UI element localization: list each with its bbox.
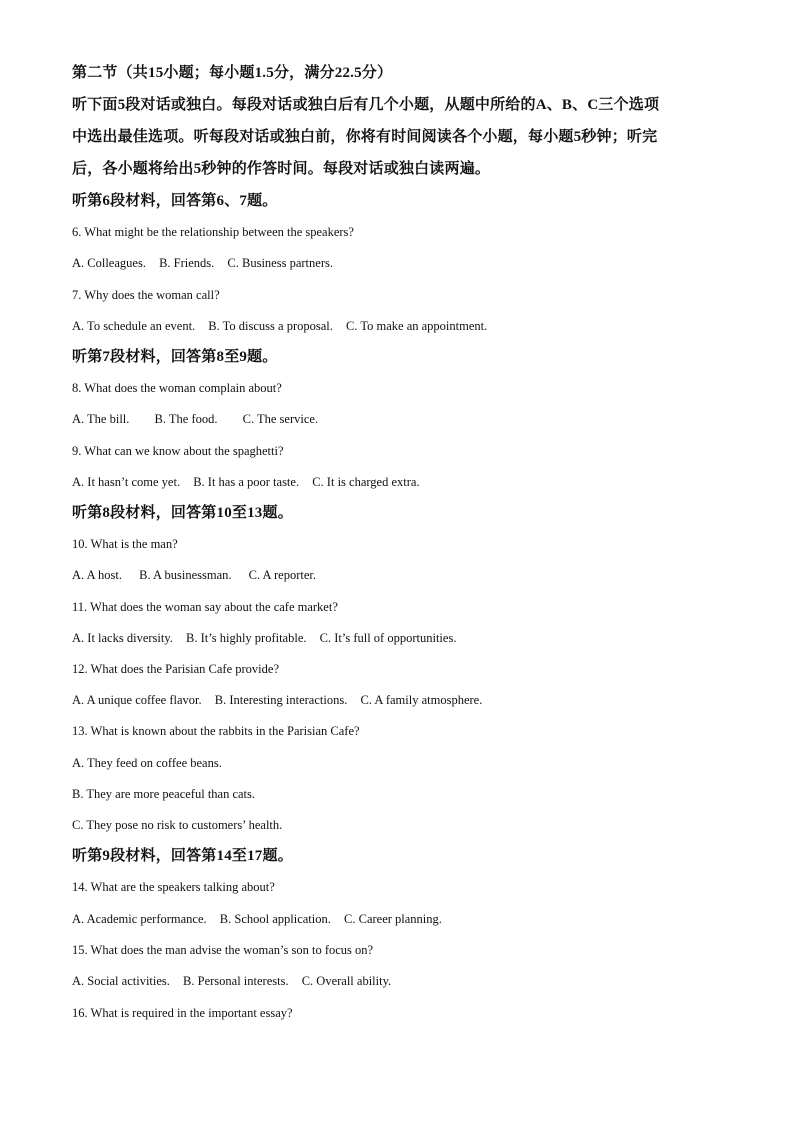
option-b: B. A businessman. xyxy=(139,568,232,582)
option-a: A. Social activities. xyxy=(72,974,170,988)
option-b: B. Friends. xyxy=(159,256,215,270)
question-8-stem: 8. What does the woman complain about? xyxy=(72,381,282,395)
question-7-stem: 7. Why does the woman call? xyxy=(72,288,220,302)
question-14-options xyxy=(72,908,442,930)
question-6-stem: 6. What might be the relationship between the speakers? xyxy=(72,225,354,239)
option-c: C. It’s full of opportunities. xyxy=(319,631,457,645)
option-a: A. Academic performance. xyxy=(72,912,207,926)
option-a: A. Colleagues. xyxy=(72,256,146,270)
question-7-options xyxy=(72,315,487,337)
option-b: B. To discuss a proposal. xyxy=(208,319,333,333)
group-heading-6: 听第6段材料，回答第6、7题。 xyxy=(72,193,278,209)
option-b: B. The food. xyxy=(154,412,218,426)
instructions-line-2: 中选出最佳选项。听每段对话或独白前，你将有时间阅读各个小题，每小题5秒钟；听完 xyxy=(72,129,658,145)
question-6-options xyxy=(72,252,333,274)
question-13-stem: 13. What is known about the rabbits in the Parisian Cafe? xyxy=(72,724,360,738)
option-b: B. It has a poor taste. xyxy=(193,475,300,489)
question-13-option-c: C. They pose no risk to customers’ health. xyxy=(72,818,283,832)
option-a: A. It hasn’t come yet. xyxy=(72,475,181,489)
group-heading-8: 听第8段材料，回答第10至13题。 xyxy=(72,505,293,521)
question-11-options xyxy=(72,627,456,649)
question-11-stem: 11. What does the woman say about the cafe market? xyxy=(72,600,338,614)
option-a: A. The bill. xyxy=(72,412,130,426)
question-13-option-a: A. They feed on coffee beans. xyxy=(72,756,222,770)
option-a: A. A unique coffee flavor. xyxy=(72,693,202,707)
question-12-options xyxy=(72,689,482,711)
option-b: B. School application. xyxy=(219,912,331,926)
option-c: C. A reporter. xyxy=(248,568,316,582)
question-8-options xyxy=(72,408,318,430)
option-a: A. To schedule an event. xyxy=(72,319,196,333)
question-14-stem: 14. What are the speakers talking about? xyxy=(72,880,275,894)
option-b: B. Interesting interactions. xyxy=(214,693,348,707)
question-16-stem: 16. What is required in the important essay? xyxy=(72,1006,293,1020)
option-b: B. Personal interests. xyxy=(183,974,289,988)
question-9-stem: 9. What can we know about the spaghetti? xyxy=(72,444,284,458)
option-a: A. A host. xyxy=(72,568,123,582)
question-9-options xyxy=(72,471,420,493)
question-12-stem: 12. What does the Parisian Cafe provide? xyxy=(72,662,280,676)
group-heading-7: 听第7段材料，回答第8至9题。 xyxy=(72,349,278,365)
question-10-stem: 10. What is the man? xyxy=(72,537,178,551)
question-15-options xyxy=(72,970,391,992)
option-c: C. Business partners. xyxy=(227,256,333,270)
question-10-options xyxy=(72,564,316,586)
option-b: B. It’s highly profitable. xyxy=(186,631,307,645)
question-13-option-b: B. They are more peaceful than cats. xyxy=(72,787,256,801)
option-a: A. It lacks diversity. xyxy=(72,631,173,645)
instructions-line-3: 后，各小题将给出5秒钟的作答时间。每段对话或独白读两遍。 xyxy=(72,161,491,177)
option-c: C. The service. xyxy=(242,412,319,426)
option-c: C. It is charged extra. xyxy=(312,475,420,489)
section-title: 第二节（共15小题；每小题1.5分，满分22.5分） xyxy=(72,65,393,81)
instructions-line-1: 听下面5段对话或独白。每段对话或独白后有几个小题，从题中所给的A、B、C三个选项 xyxy=(72,97,660,113)
question-15-stem: 15. What does the man advise the woman’s son to focus on? xyxy=(72,943,374,957)
option-c: C. Career planning. xyxy=(344,912,442,926)
option-c: C. To make an appointment. xyxy=(346,319,488,333)
option-c: C. Overall ability. xyxy=(301,974,392,988)
group-heading-9: 听第9段材料，回答第14至17题。 xyxy=(72,848,293,864)
option-c: C. A family atmosphere. xyxy=(360,693,483,707)
